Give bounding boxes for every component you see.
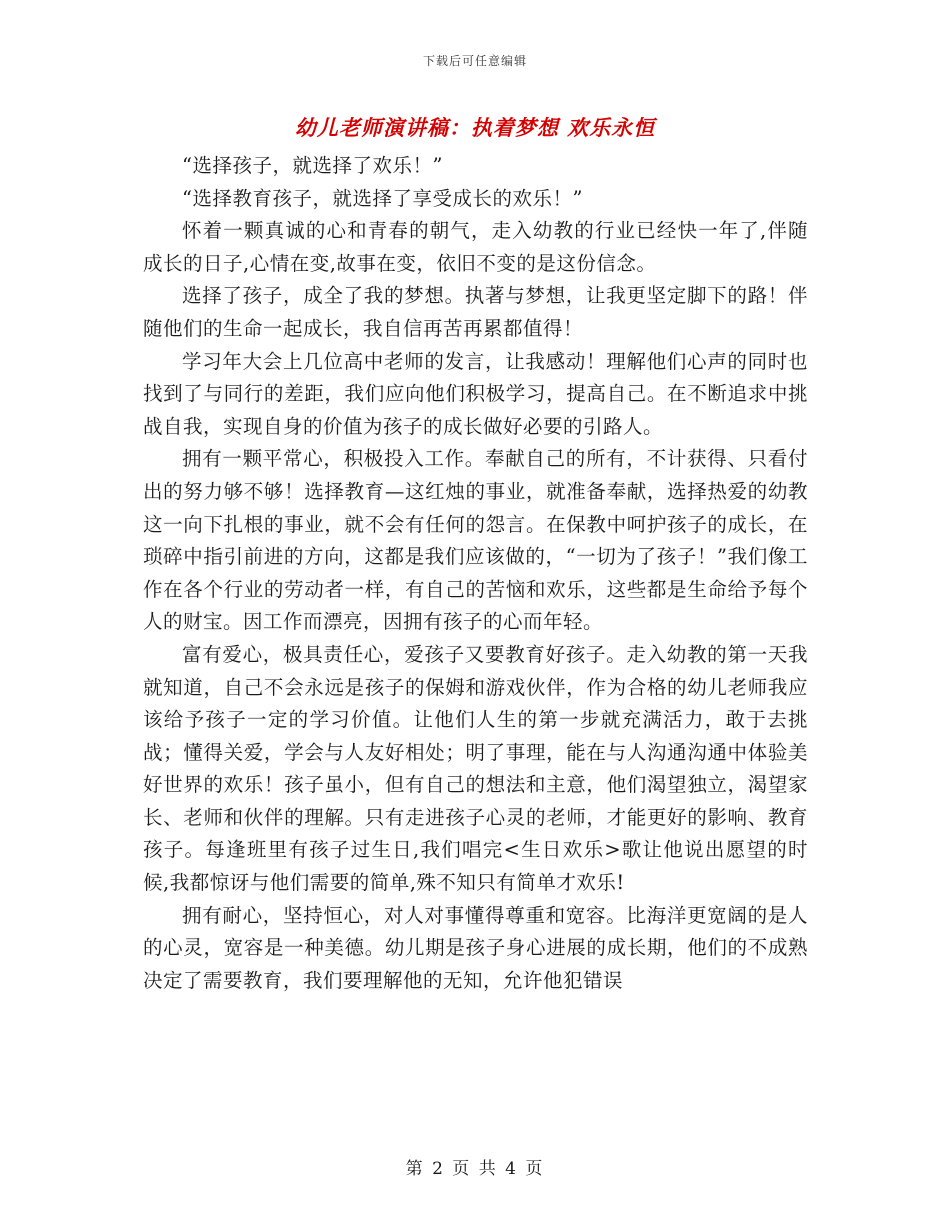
- page-header-note: 下载后可任意编辑: [422, 54, 527, 68]
- paragraph: 学习年大会上几位高中老师的发言，让我感动！理解他们心声的同时也找到了与同行的差距，我们应向他们积极学习，提高自己。在不断追求中挑战自我，实现自身的价值为孩子的成长做好必要的引路人。: [143, 349, 808, 438]
- footer-prefix: 第: [405, 1159, 425, 1179]
- document-title: 幼儿老师演讲稿：执着梦想 欢乐永恒: [294, 115, 656, 140]
- paragraph: 拥有一颗平常心，积极投入工作。奉献自己的所有，不计获得、只看付出的努力够不够！选择教育—这红烛的事业，就准备奉献，选择热爱的幼教这一向下扎根的事业，就不会有任何的怨言。在保教中呵护孩子的成长，在琐碎中指引前进的方向，这都是我们应该做的，“一切为了孩子！”我们像工作在各个行业的劳动者一样，有自己的苦恼和欢乐，这些都是生命给予每个人的财宝。因工作而漂亮，因拥有孩子的心而年轻。: [143, 447, 808, 634]
- footer-suffix: 页: [525, 1159, 545, 1179]
- paragraph: 选择了孩子，成全了我的梦想。执著与梦想，让我更坚定脚下的路！伴随他们的生命一起成长，我自信再苦再累都值得！: [143, 284, 808, 340]
- paragraph: 拥有耐心，坚持恒心，对人对事懂得尊重和宽容。比海洋更宽阔的是人的心灵，宽容是一种美德。幼儿期是孩子身心进展的成长期，他们的不成熟决定了需要教育，我们要理解他的无知，允许他犯错误: [143, 903, 808, 992]
- footer-current-page: 2: [432, 1159, 445, 1179]
- paragraph: “选择孩子，就选择了欢乐！”: [182, 154, 443, 177]
- paragraph: 富有爱心，极具责任心，爱孩子又要教育好孩子。走入幼教的第一天我就知道，自己不会永远是孩子的保姆和游戏伙伴，作为合格的幼儿老师我应该给予孩子一定的学习价值。让他们人生的第一步就充满活力，敢于去挑战；懂得关爱，学会与人友好相处；明了事理，能在与人沟通沟通中体验美好世界的欢乐！孩子虽小，但有自己的想法和主意，他们渴望独立，渴望家长、老师和伙伴的理解。只有走进孩子心灵的老师，才能更好的影响、教育孩子。每逢班里有孩子过生日,我们唱完<生日欢乐>歌让他说出愿望的时候,我都惊讶与他们需要的简单,殊不知只有简单才欢乐!: [143, 642, 808, 895]
- paragraph: 怀着一颗真诚的心和青春的朝气，走入幼教的行业已经快一年了,伴随成长的日子,心情在变,故事在变，依旧不变的是这份信念。: [143, 219, 808, 275]
- document-body: [143, 150, 808, 997]
- footer-mid: 页 共: [452, 1159, 498, 1179]
- footer-total-pages: 4: [505, 1159, 518, 1179]
- page-footer: [0, 1154, 950, 1179]
- paragraph: “选择教育孩子，就选择了享受成长的欢乐！”: [182, 186, 583, 210]
